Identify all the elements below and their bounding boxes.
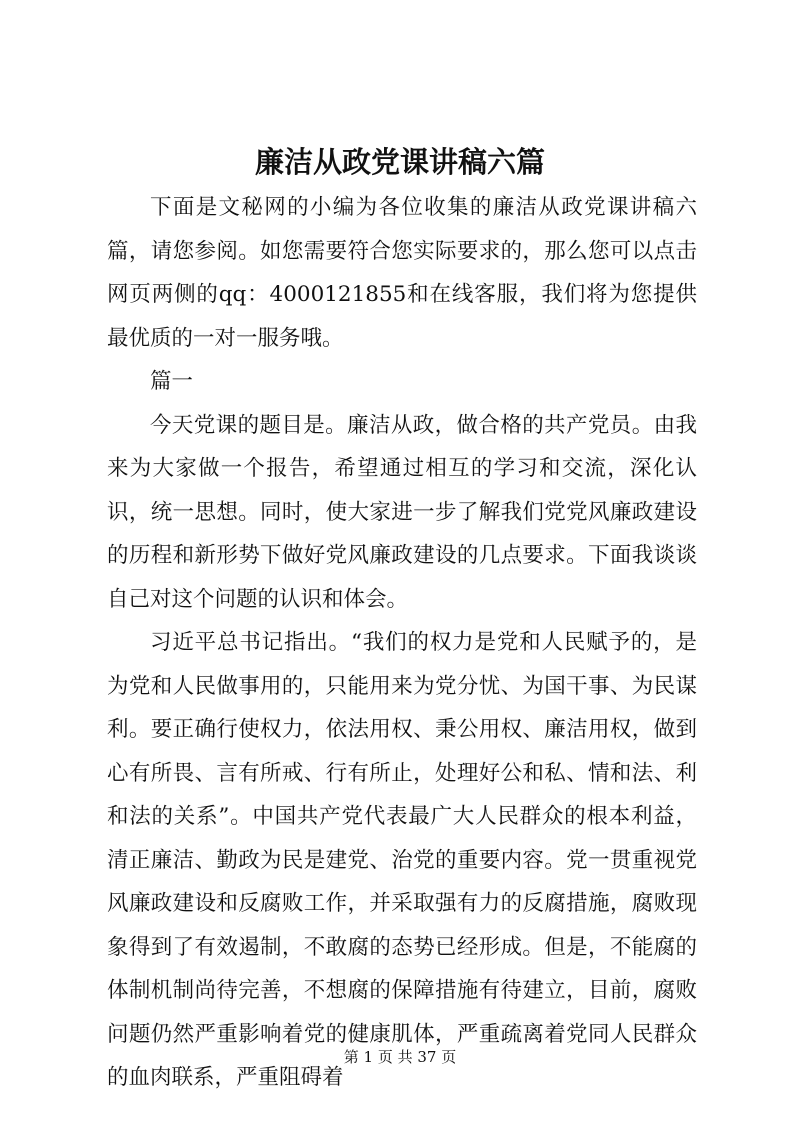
paragraph-intro: 下面是文秘网的小编为各位收集的廉洁从政党课讲稿六篇，请您参阅。如您需要符合您实际要求的，那么您可以点击网页两侧的qq：4000121855和在线客服，我们将为您提供最优质的一对一服务哦。 (107, 195, 697, 351)
section-heading: 篇一 (150, 369, 194, 394)
document-title: 廉洁从政党课讲稿六篇 (254, 145, 545, 179)
paragraph: 今天党课的题目是。廉洁从政，做合格的共产党员。由我来为大家做一个报告，希望通过相互的学习和交流，深化认识，统一思想。同时，使大家进一步了解我们党党风廉政建设的历程和新形势下做好党风廉政建设的几点要求。下面我谈谈自己对这个问题的认识和体会。 (107, 412, 697, 612)
paragraph: 习近平总书记指出。“我们的权力是党和人民赋予的，是为党和人民做事用的，只能用来为党分忧、为国干事、为民谋利。要正确行使权力，依法用权、秉公用权、廉洁用权，做到心有所畏、言有所戒、行有所止，处理好公和私、情和法、利和法的关系”。中国共产党代表最广大人民群众的根本利益，清正廉洁、勤政为民是建党、治党的重要内容。党一贯重视党风廉政建设和反腐败工作，并采取强有力的反腐措施，腐败现象得到了有效遏制，不敢腐的态势已经形成。但是，不能腐的体制机制尚待完善，不想腐的保障措施有待建立，目前，腐败问题仍然严重影响着党的健康肌体，严重疏离着党同人民群众的血肉联系，严重阻碍着 (107, 630, 697, 1090)
document-body (107, 186, 697, 1100)
page-footer: 第 1 页 共 37 页 (343, 1048, 457, 1066)
